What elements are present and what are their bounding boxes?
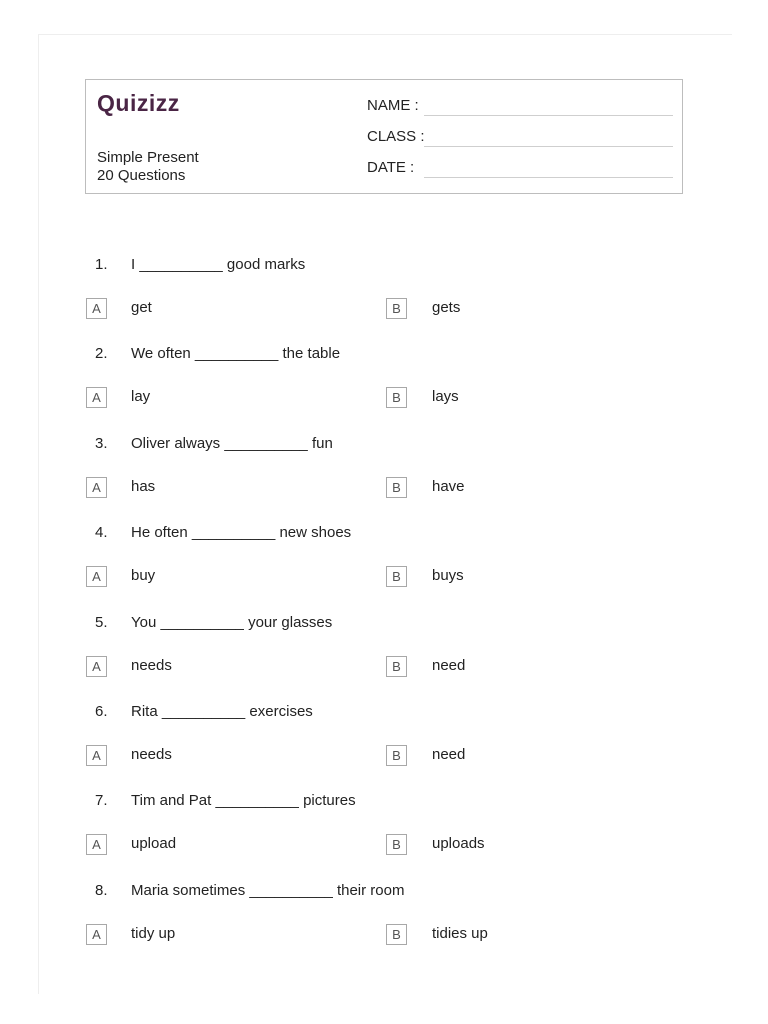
question-item [0,250,768,339]
option-a-text: get [131,299,152,316]
option-a-checkbox[interactable]: A [86,477,107,498]
option-b-text: tidies up [432,924,488,942]
option-a-text: lay [131,388,151,406]
question-item [0,608,768,697]
question-item [0,876,768,965]
question-item [0,429,768,518]
question-text: Tim and Pat __________ pictures [131,792,356,810]
question-number: 7. [95,792,108,810]
option-a-checkbox[interactable]: A [86,387,107,408]
option-a-text: upload [131,835,177,853]
question-text: He often __________ new shoes [131,524,352,542]
question-text: I __________ good marks [131,256,306,273]
option-b-text: need [432,745,466,763]
question-list [0,250,768,965]
option-b-checkbox[interactable]: B [386,566,407,587]
option-a-text: needs [131,745,172,763]
name-label: NAME : [367,97,419,114]
name-line [424,115,673,116]
date-field[interactable] [367,159,673,179]
question-number: 6. [95,702,108,720]
option-b-checkbox[interactable]: B [386,387,407,408]
question-text: Maria sometimes __________ their room [131,881,405,899]
option-a-checkbox[interactable]: A [86,834,107,855]
question-number: 5. [95,613,108,631]
option-b-text: uploads [432,835,485,853]
date-label: DATE : [367,159,415,176]
option-a-text: has [131,477,156,495]
quiz-title: Simple Present [97,149,199,166]
option-a-checkbox[interactable]: A [86,566,107,587]
option-b-text: buys [432,567,464,585]
option-a-text: needs [131,656,172,674]
date-line [424,177,673,178]
question-count: 20 Questions [97,167,186,184]
class-field[interactable] [367,128,673,148]
question-item [0,697,768,786]
question-text: You __________ your glasses [131,613,333,631]
option-b-checkbox[interactable]: B [386,834,407,855]
option-a-checkbox[interactable]: A [86,745,107,766]
page-edge-top [38,34,732,35]
question-text: Rita __________ exercises [131,702,313,720]
question-number: 4. [95,524,108,542]
option-b-checkbox[interactable]: B [386,656,407,677]
option-b-checkbox[interactable]: B [386,745,407,766]
question-item [0,786,768,875]
option-a-checkbox[interactable]: A [86,656,107,677]
option-b-text: gets [432,299,461,316]
question-item [0,518,768,607]
quizizz-logo: Quizizz [97,90,180,116]
option-b-checkbox[interactable]: B [386,298,407,319]
worksheet-header [85,79,683,194]
question-text: We often __________ the table [131,345,341,363]
option-a-checkbox[interactable]: A [86,924,107,945]
class-label: CLASS : [367,128,425,145]
question-item [0,339,768,428]
question-text: Oliver always __________ fun [131,434,333,452]
class-line [424,146,673,147]
option-b-checkbox[interactable]: B [386,477,407,498]
option-a-checkbox[interactable]: A [86,298,107,319]
option-a-text: tidy up [131,924,176,942]
question-number: 2. [95,345,108,363]
option-b-text: need [432,656,466,674]
option-b-checkbox[interactable]: B [386,924,407,945]
question-number: 3. [95,434,108,452]
option-b-text: have [432,477,465,495]
option-a-text: buy [131,567,156,585]
question-number: 8. [95,881,108,899]
name-field[interactable] [367,97,673,117]
option-b-text: lays [432,388,459,406]
question-number: 1. [95,256,108,273]
